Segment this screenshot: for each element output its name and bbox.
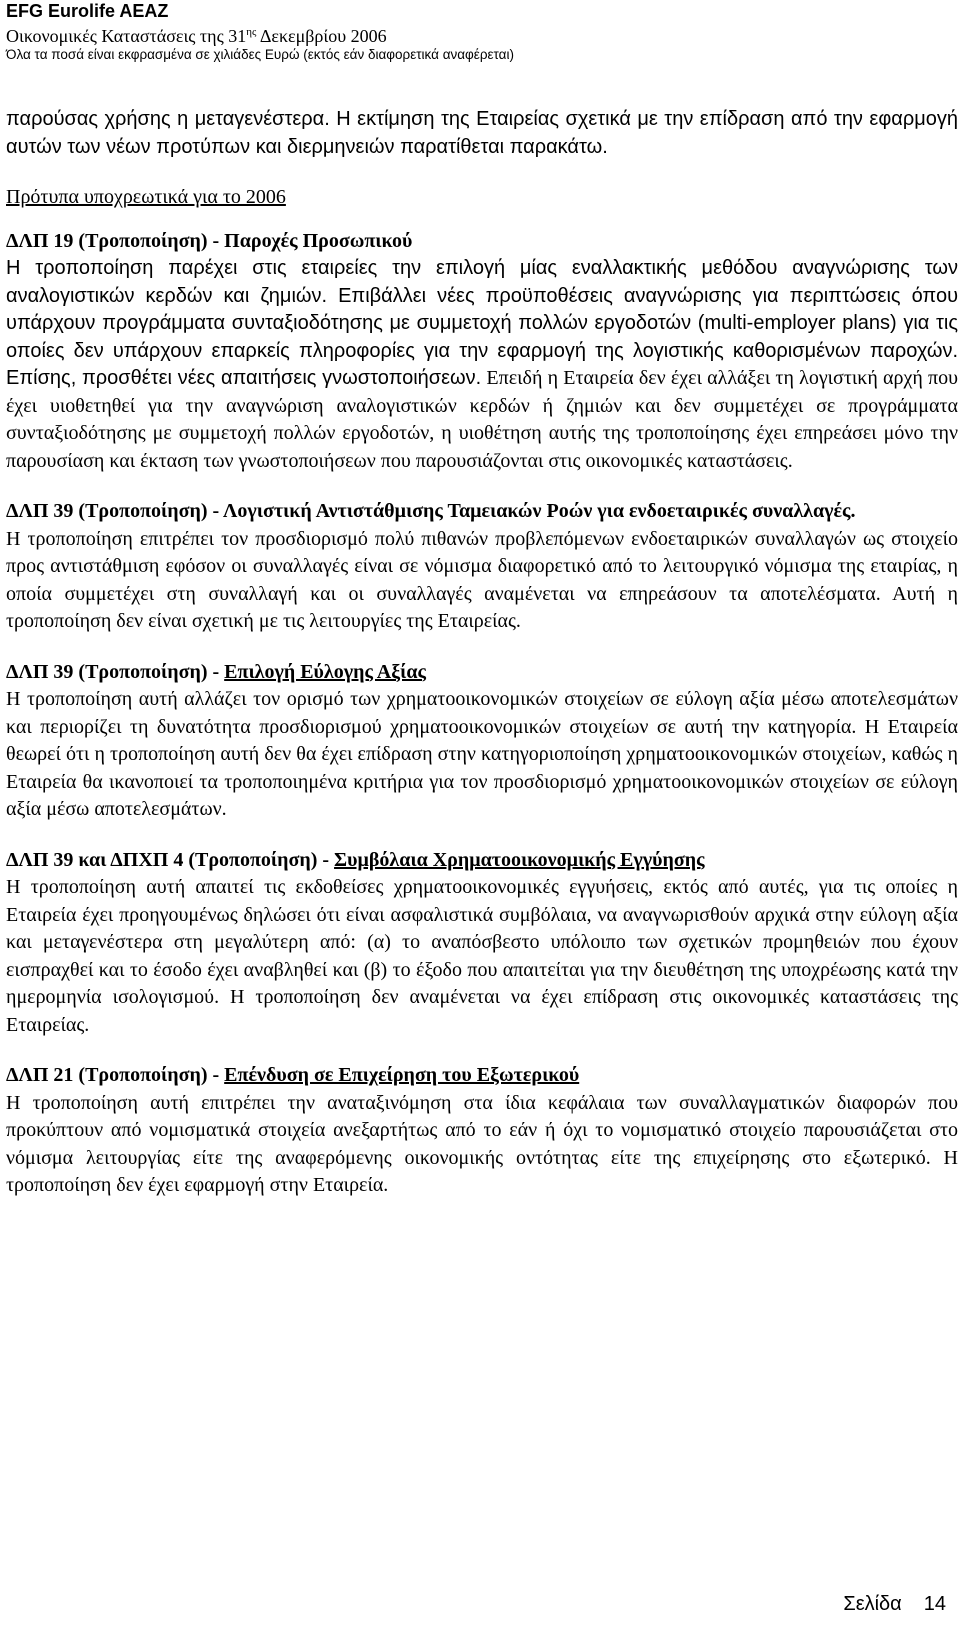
ifrs4-heading-plain: ΔΛΠ 39 και ΔΠΧΠ 4 (Τροποποίηση) - bbox=[6, 848, 335, 871]
ias19-heading: ΔΛΠ 19 (Τροποποίηση) - Παροχές Προσωπικού bbox=[6, 229, 413, 252]
ifrs4-heading bbox=[6, 847, 958, 875]
ias19-body-part2: Επειδή η Εταιρεία δεν έχει αλλάξει τη λογιστική αρχή που έχει υιοθετηθεί για την αναγνώριση αναλογιστικών κερδών ή ζημιών και δεν συμμετέχει σε προγράμματα συνταξιοδότησης με συμμετοχή πολλών εργοδοτών, η υιοθέτηση αυτής της τροποποίησης έχει επηρεάσει μόνο την παρουσίαση και έκταση των γνωστοποιήσεων που παρουσιάζονται στις οικονομικές καταστάσεις. bbox=[6, 367, 958, 472]
intro-paragraph: παρούσας χρήσης η μεταγενέστερα. Η εκτίμηση της Εταιρείας σχετικά με την επίδραση από την εφαρμογή αυτών των νέων προτύπων και διερμηνειών παρατίθεται παρακάτω. bbox=[6, 108, 958, 158]
ias21-body: Η τροποποίηση αυτή επιτρέπει την αναταξινόμηση στα ίδια κεφάλαια των συναλλαγματικών διαφορών που προκύπτουν από νομισματικά στοιχεία ανεξαρτήτως από το εάν ή όχι το νομισματικό στοιχείο παρουσιάζεται στο νόμισμα λειτουργίας είτε της αναφερόμενης οικονομικής οντότητας είτε της επιχείρησης στο εξωτερικό. Η τροποποίηση δεν έχει εφαρμογή στην Εταιρεία. bbox=[6, 1091, 958, 1196]
ias39-cashflow-heading: ΔΛΠ 39 (Τροποποίηση) - Λογιστική Αντιστάθμισης Ταμειακών Ροών για ενδοεταιρικές συναλλαγές. bbox=[6, 500, 856, 522]
ias39-fairvalue-heading-underlined: Επιλογή Εύλογης Αξίας bbox=[224, 660, 426, 683]
subtitle-text: Οικονομικές Καταστάσεις της 31 bbox=[6, 26, 247, 46]
ias21-heading-underlined: Επένδυση σε Επιχείρηση του Εξωτερικού bbox=[224, 1064, 580, 1086]
ias19-body-part1: Η τροποποίηση παρέχει στις εταιρείες την επιλογή μίας εναλλακτικής μεθόδου αναγνώρισης των αναλογιστικών κερδών και ζημιών. Επιβάλλει νέες προϋποθέσεις αναγνώρισης για περιπτώσεις όπου υπάρχουν προγράμματα συνταξιοδότησης με συμμετοχή πολλών εργοδοτών (multi-employer plans) για τις οποίες δεν υπάρχουν επαρκείς πληροφορίες για την εφαρμογή της λογιστικής καθορισμένων παροχών. Επίσης, προσθέτει νέες απαιτήσεις γνωστοποιήσεων. bbox=[6, 257, 958, 389]
document-body bbox=[6, 106, 958, 1200]
ifrs4-heading-underlined: Συμβόλαια Χρηματοοικονομικής Εγγύησης bbox=[334, 848, 705, 871]
subtitle-date: Δεκεμβρίου 2006 bbox=[256, 26, 387, 46]
section-title: Πρότυπα υποχρεωτικά για το 2006 bbox=[6, 186, 286, 208]
company-name: EFG Eurolife AEAZ bbox=[6, 1, 169, 21]
ias21-heading bbox=[6, 1062, 958, 1090]
page-footer bbox=[821, 1593, 946, 1616]
ias39-cashflow-body: Η τροποποίηση επιτρέπει τον προσδιορισμό πολύ πιθανών προβλεπόμενων ενδοεταιρικών συναλλαγών ως στοιχείο προς αντιστάθμιση εφόσον οι συναλλαγές είναι σε νόμισμα διαφορετικό από το λειτουργικό νόμισμα της εταιρίας, η οποία συμμετέχει στη συναλλαγή και οι συναλλαγές αναμένεται να επηρεάσουν τα αποτελέσματα. Αυτή η τροποποίηση δεν είναι σχετική με τις λειτουργίες της Εταιρείας. bbox=[6, 527, 958, 632]
ias39-fairvalue-heading bbox=[6, 659, 958, 687]
currency-note: Όλα τα ποσά είναι εκφρασμένα σε χιλιάδες Ευρώ (εκτός εάν διαφορετικά αναφέρεται) bbox=[6, 47, 514, 62]
ias39-fairvalue-heading-plain: ΔΛΠ 39 (Τροποποίηση) - bbox=[6, 660, 225, 683]
page-number: 14 bbox=[923, 1593, 946, 1615]
ias19-body bbox=[6, 255, 958, 475]
page-label: Σελίδα bbox=[843, 1593, 902, 1615]
page-header bbox=[6, 0, 946, 64]
document-subtitle bbox=[6, 22, 946, 46]
ias21-heading-plain: ΔΛΠ 21 (Τροποποίηση) - bbox=[6, 1064, 225, 1086]
subtitle-superscript: ης bbox=[246, 26, 257, 38]
ias39-fairvalue-body: Η τροποποίηση αυτή αλλάζει τον ορισμό των χρηματοοικονομικών στοιχείων σε εύλογη αξία μέσω αποτελεσμάτων και περιορίζει τη δυνατότητα προσδιορισμού χρηματοοικονομικών στοιχείων σε αυτή την κατηγορία. Η Εταιρεία θεωρεί ότι η τροποποίηση αυτή δεν θα έχει επίδραση στην κατηγοριοποίηση χρηματοοικονομικών στοιχείων, καθώς η Εταιρεία θα ικανοποιεί τα τροποποιημένα κριτήρια για τον προσδιορισμό χρηματοοικονομικών στοιχείων σε εύλογη αξία μέσω αποτελεσμάτων. bbox=[6, 688, 958, 820]
ifrs4-body: Η τροποποίηση αυτή απαιτεί τις εκδοθείσες χρηματοοικονομικές εγγυήσεις, εκτός από αυτές, για τις οποίες η Εταιρεία έχει προηγουμένως δηλώσει ότι είναι ασφαλιστικά συμβόλαια, να αναγνωρισθούν αρχικά στην εύλογη αξία και μεταγενέστερα στη μεγαλύτερη από: (α) το αναπόσβεστο υπόλοιπο των σχετικών προμηθειών που έχουν εισπραχθεί και το έσοδο έχει αναβληθεί και (β) το έξοδο που απαιτείται για την διευθέτηση της υποχρέωσης κατά την ημερομηνία ισολογισμού. Η τροποποίηση δεν αναμένεται να έχει επίδραση στις οικονομικές καταστάσεις της Εταιρείας. bbox=[6, 876, 958, 1036]
